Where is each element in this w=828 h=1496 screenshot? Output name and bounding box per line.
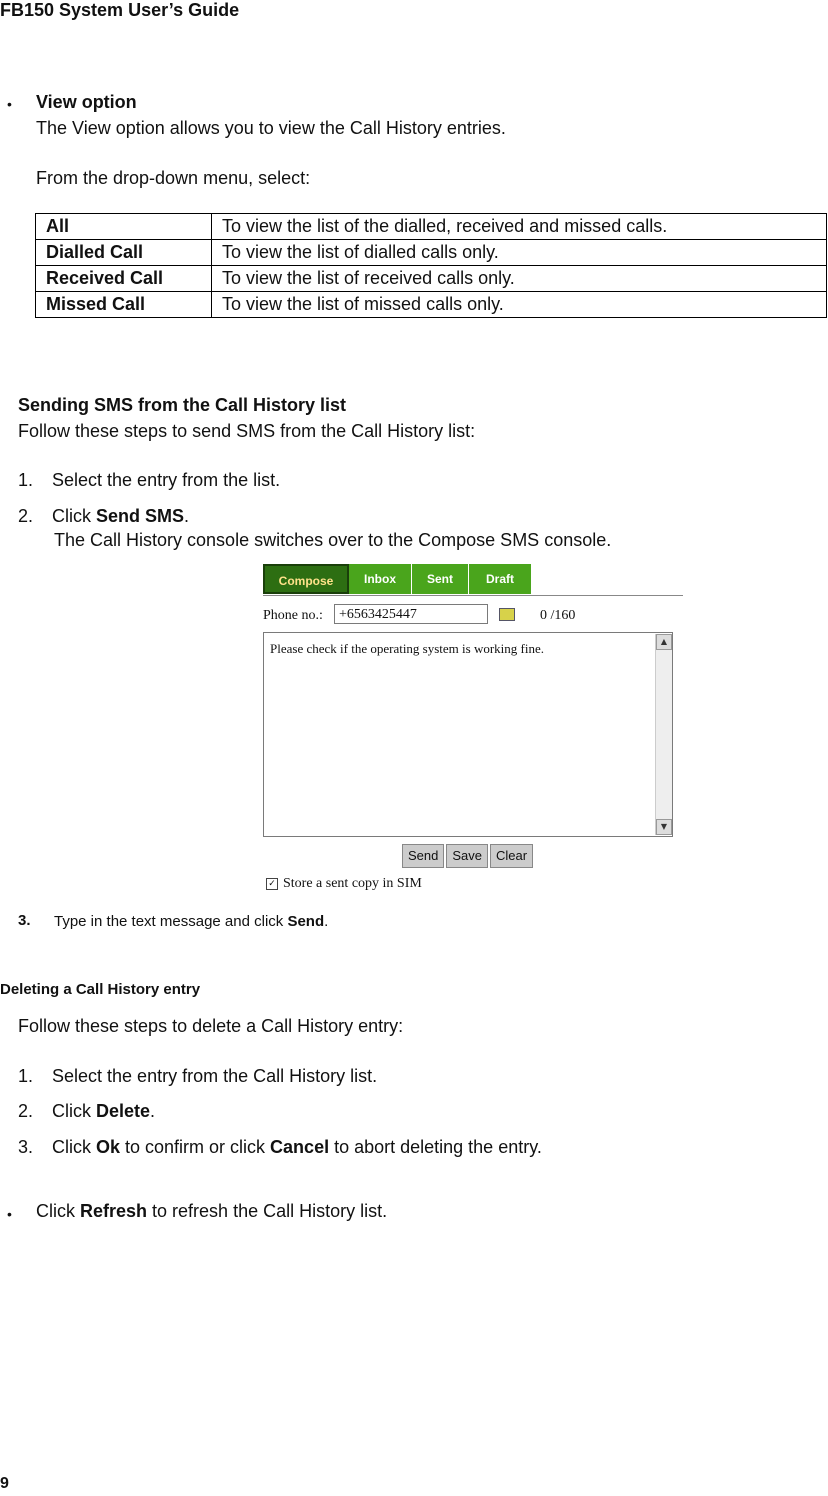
view-option-heading: View option	[36, 92, 137, 112]
option-key: Received Call	[36, 266, 212, 292]
option-desc: To view the list of the dialled, received and missed calls.	[212, 214, 827, 240]
phone-label: Phone no.:	[263, 608, 323, 623]
refresh-note	[36, 1201, 387, 1222]
send-button[interactable]: Send	[402, 844, 444, 868]
store-copy-option[interactable]	[266, 876, 422, 892]
scroll-up-icon[interactable]: ▲	[656, 634, 672, 650]
address-book-icon[interactable]	[499, 608, 515, 621]
table-row	[36, 292, 827, 318]
step-text: Select the entry from the Call History list.	[52, 1066, 378, 1086]
ui-term: Refresh	[80, 1201, 148, 1221]
page-number: 9	[0, 1475, 9, 1492]
step-text-part: .	[150, 1101, 156, 1121]
step-number: 3.	[18, 912, 31, 929]
bullet-marker: •	[7, 96, 12, 112]
step-text-part: Click	[52, 506, 96, 526]
char-counter: 0 /160	[540, 608, 576, 623]
sending-sms-intro: Follow these steps to send SMS from the Call History list:	[18, 421, 476, 441]
message-scrollbar[interactable]	[655, 634, 672, 835]
option-desc: To view the list of received calls only.	[212, 266, 827, 292]
step-number: 3.	[18, 1137, 34, 1157]
ui-term: Send SMS	[96, 506, 185, 526]
step-note: The Call History console switches over to the Compose SMS console.	[54, 530, 612, 550]
step-number: 1.	[18, 1066, 34, 1086]
step-text-part: Click	[36, 1201, 80, 1221]
action-buttons	[402, 844, 535, 868]
ui-term: Ok	[96, 1137, 121, 1157]
step-text	[52, 506, 189, 527]
step-text-part: to refresh the Call History list.	[147, 1201, 388, 1221]
scroll-down-icon[interactable]: ▼	[656, 819, 672, 835]
deleting-heading: Deleting a Call History entry	[0, 981, 201, 998]
bullet-marker: •	[7, 1206, 12, 1222]
table-row	[36, 214, 827, 240]
step-text-part: to confirm or click	[120, 1137, 271, 1157]
step-text-part: Type in the text message and click	[54, 913, 288, 930]
option-key: Missed Call	[36, 292, 212, 318]
step-text-part: .	[184, 506, 190, 526]
ui-term: Send	[287, 913, 325, 930]
select-instruction: From the drop-down menu, select:	[36, 168, 311, 188]
deleting-intro: Follow these steps to delete a Call History entry:	[18, 1016, 404, 1036]
compose-sms-screenshot	[257, 562, 685, 894]
ui-term: Cancel	[270, 1137, 330, 1157]
sms-tabs	[263, 564, 532, 594]
step-text	[52, 1137, 542, 1158]
message-textarea[interactable]: Please check if the operating system is working fine.	[263, 632, 673, 837]
tab-sent[interactable]: Sent	[412, 564, 469, 594]
table-row	[36, 266, 827, 292]
store-copy-checkbox[interactable]: ✓	[266, 878, 278, 890]
step-text	[52, 1101, 155, 1122]
step-text-part: to abort deleting the entry.	[329, 1137, 542, 1157]
step-text-part: .	[324, 913, 329, 930]
sending-sms-heading: Sending SMS from the Call History list	[18, 395, 347, 415]
save-button[interactable]: Save	[446, 844, 488, 868]
step-text-part: Click	[52, 1101, 96, 1121]
page-header: FB150 System User’s Guide	[0, 0, 240, 20]
view-option-desc: The View option allows you to view the Call History entries.	[36, 118, 506, 138]
tab-compose[interactable]: Compose	[263, 564, 349, 594]
clear-button[interactable]: Clear	[490, 844, 533, 868]
option-desc: To view the list of missed calls only.	[212, 292, 827, 318]
step-text	[54, 913, 328, 930]
view-options-table	[35, 213, 827, 318]
step-number: 2.	[18, 1101, 34, 1121]
option-key: All	[36, 214, 212, 240]
step-text-part: Click	[52, 1137, 96, 1157]
tab-inbox[interactable]: Inbox	[349, 564, 412, 594]
tab-draft[interactable]: Draft	[469, 564, 532, 594]
step-number: 2.	[18, 506, 34, 526]
tab-divider	[263, 595, 683, 596]
phone-input[interactable]: +6563425447	[334, 604, 488, 624]
option-desc: To view the list of dialled calls only.	[212, 240, 827, 266]
step-text: Select the entry from the list.	[52, 470, 281, 490]
step-number: 1.	[18, 470, 34, 490]
option-key: Dialled Call	[36, 240, 212, 266]
table-row	[36, 240, 827, 266]
store-copy-label: Store a sent copy in SIM	[283, 876, 422, 891]
ui-term: Delete	[96, 1101, 151, 1121]
